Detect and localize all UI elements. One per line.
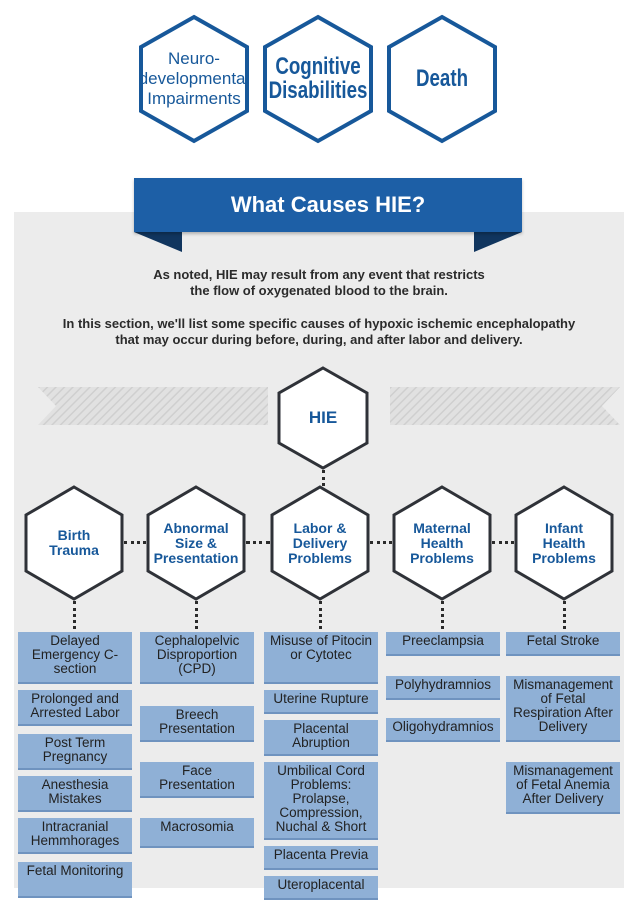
intro-line: that may occur during before, during, and after labor and delivery. <box>115 332 523 347</box>
cause-box: Placenta Previa <box>264 846 378 870</box>
banner-title: What Causes HIE? <box>230 192 426 217</box>
cause-box: Cephalopelvic Disproportion (CPD) <box>140 632 254 684</box>
banner-fold-right <box>474 232 522 252</box>
cause-box: Preeclampsia <box>386 632 500 656</box>
category-hexagon <box>270 485 370 601</box>
category-hexagon <box>514 485 614 601</box>
category-label: Abnormal Size & Presentation <box>153 519 239 566</box>
category-label: Infant Health Problems <box>532 519 596 566</box>
outcome-hexagon <box>386 14 498 144</box>
cause-box: Fetal Monitoring <box>18 862 132 898</box>
connector <box>73 601 76 629</box>
cause-box: Macrosomia <box>140 818 254 848</box>
cause-box: Intracranial Hemmhorages <box>18 818 132 854</box>
intro-line: As noted, HIE may result from any event that restricts <box>153 267 485 282</box>
category-hexagon <box>24 485 124 601</box>
cause-box: Post Term Pregnancy <box>18 734 132 770</box>
cause-box: Face Presentation <box>140 762 254 798</box>
connector <box>246 541 270 544</box>
cause-box: Oligohydramnios <box>386 718 500 742</box>
cause-box: Delayed Emergency C-section <box>18 632 132 684</box>
category-label: Labor & Delivery Problems <box>288 519 352 566</box>
cause-box: Anesthesia Mistakes <box>18 776 132 812</box>
cause-box: Placental Abruption <box>264 720 378 756</box>
cause-box: Uteroplacental <box>264 876 378 900</box>
intro-line: the flow of oxygenated blood to the brain. <box>190 283 448 298</box>
intro-line: In this section, we'll list some specific causes of hypoxic ischemic encephalopathy <box>62 316 576 331</box>
connector <box>195 601 198 629</box>
cause-box: Prolonged and Arrested Labor <box>18 690 132 726</box>
connector <box>563 601 566 629</box>
center-label: HIE <box>308 408 338 427</box>
connector <box>322 470 325 486</box>
banner-fold-left <box>134 232 182 252</box>
cause-box: Mismanagement of Fetal Respiration After Delivery <box>506 676 620 742</box>
center-hexagon <box>277 366 369 470</box>
cause-box: Umbilical Cord Problems: Prolapse, Compression, Nuchal & Short <box>264 762 378 840</box>
category-hexagon <box>146 485 246 601</box>
cause-box: Fetal Stroke <box>506 632 620 656</box>
cause-box: Uterine Rupture <box>264 690 378 714</box>
category-hexagon <box>392 485 492 601</box>
connector <box>370 541 392 544</box>
outcome-label: Death <box>415 65 469 92</box>
cause-box: Mismanagement of Fetal Anemia After Delivery <box>506 762 620 814</box>
decorative-stripes <box>390 387 620 425</box>
category-label: Birth Trauma <box>49 527 99 558</box>
cause-box: Breech Presentation <box>140 706 254 742</box>
outcome-label: Cognitive Disabilities <box>268 53 368 104</box>
connector <box>124 541 146 544</box>
section-banner <box>134 178 522 232</box>
cause-box: Misuse of Pitocin or Cytotec <box>264 632 378 684</box>
decorative-stripes <box>38 387 268 425</box>
outcome-hexagon <box>262 14 374 144</box>
connector <box>441 601 444 629</box>
connector <box>319 601 322 629</box>
outcome-label: Neuro- developmental Impairments <box>138 49 250 108</box>
connector <box>492 541 514 544</box>
cause-box: Polyhydramnios <box>386 676 500 700</box>
outcome-hexagon <box>138 14 250 144</box>
category-label: Maternal Health Problems <box>410 519 474 566</box>
